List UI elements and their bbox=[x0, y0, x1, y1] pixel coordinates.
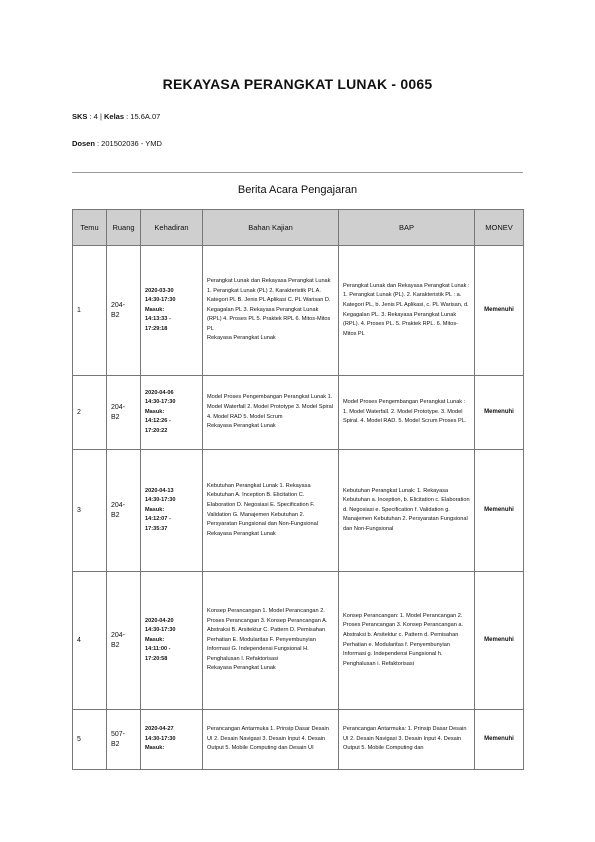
page-title: REKAYASA PERANGKAT LUNAK - 0065 bbox=[162, 76, 433, 92]
cell-monev: Memenuhi bbox=[475, 572, 524, 710]
cell-temu: 1 bbox=[73, 246, 107, 376]
bahan-kajian-course: Rekayasa Perangkat Lunak bbox=[207, 423, 276, 430]
course-info bbox=[72, 112, 160, 121]
sks-value: : 4 bbox=[89, 112, 98, 121]
cell-bap: Konsep Perancangan: 1. Model Perancangan 2. Proses Perancangan 3. Konsep Perancangan a. Abstraksi b. Arsitektur c. Pattern d. Pemisahan Perhatian e. Modularitas f. Penyembunyian Informasi g. Independensi Fungsional h. Penghalusan i. Refaktorisasi bbox=[339, 572, 475, 710]
table-row bbox=[73, 376, 524, 450]
cell-bap: Model Proses Pengembangan Perangkat Lunak : 1. Model Waterfall. 2. Model Prototype. 3. Model Spiral. 4. Model RAD. 5. Model Scrum Proses PL. bbox=[339, 376, 475, 450]
teaching-record-table bbox=[72, 209, 524, 770]
table-row bbox=[73, 246, 524, 376]
cell-monev: Memenuhi bbox=[475, 376, 524, 450]
table-row bbox=[73, 450, 524, 572]
divider bbox=[72, 172, 523, 173]
cell-bahan-kajian bbox=[203, 376, 339, 450]
kelas-value: : 15.6A.07 bbox=[126, 112, 161, 121]
dosen-label: Dosen bbox=[72, 139, 95, 148]
cell-monev: Memenuhi bbox=[475, 710, 524, 770]
bahan-kajian-text: Kebutuhan Perangkat Lunak 1. Rekayasa Kebutuhan A. Inception B. Elicitation C. Elaboration D. Negosiasi E. Specification F. Validation G. Manajemen Kebutuhan 2. Persyaratan Fungsional dan Non-Fungsional bbox=[207, 482, 319, 528]
cell-bap: Kebutuhan Perangkat Lunak: 1. Rekayasa Kebutuhan a. Inception, b. Elicitation c. Elaboration d. Negosiasi e. Specification f. Validation g. Manajemen Kebutuhan 2. Persyaratan Fungsional dan Non-Fungsional bbox=[339, 450, 475, 572]
header-bap: BAP bbox=[339, 210, 475, 246]
cell-bahan-kajian bbox=[203, 450, 339, 572]
header-temu: Temu bbox=[73, 210, 107, 246]
separator: | bbox=[99, 112, 102, 121]
cell-kehadiran: 2020-04-13 14:30-17:30 Masuk: 14:12:07 - 17:35:37 bbox=[141, 450, 203, 572]
header-kehadiran: Kehadiran bbox=[141, 210, 203, 246]
cell-bahan-kajian bbox=[203, 710, 339, 770]
table-row bbox=[73, 710, 524, 770]
section-title: Berita Acara Pengajaran bbox=[237, 184, 358, 196]
cell-ruang: 204- B2 bbox=[107, 572, 141, 710]
cell-monev: Memenuhi bbox=[475, 246, 524, 376]
cell-ruang: 204- B2 bbox=[107, 450, 141, 572]
kelas-label: Kelas bbox=[104, 112, 125, 121]
bahan-kajian-course: Rekayasa Perangkat Lunak bbox=[207, 530, 276, 537]
cell-ruang: 204- B2 bbox=[107, 246, 141, 376]
header-monev: MONEV bbox=[475, 210, 524, 246]
cell-temu: 5 bbox=[73, 710, 107, 770]
cell-temu: 2 bbox=[73, 376, 107, 450]
cell-kehadiran: 2020-03-30 14:30-17:30 Masuk: 14:13:33 - 17:29:18 bbox=[141, 246, 203, 376]
bahan-kajian-text: Perancangan Antarmuka 1. Prinsip Dasar Desain UI 2. Desain Navigasi 3. Desain Input 4. Desain Output 5. Mobile Computing dan Desain UI bbox=[207, 726, 329, 752]
bahan-kajian-text: Konsep Perancangan 1. Model Perancangan 2. Proses Perancangan 3. Konsep Perancangan A. Abstraksi B. Arsitektur C. Pattern D. Pemisahan Perhatian E. Modularitas F. Penyembunyian Informasi G. Independensi Fungsional H. Penghalusan I. Refaktorisasi bbox=[207, 607, 328, 662]
cell-bahan-kajian bbox=[203, 246, 339, 376]
cell-ruang: 204- B2 bbox=[107, 376, 141, 450]
cell-bahan-kajian bbox=[203, 572, 339, 710]
table-row bbox=[73, 572, 524, 710]
bahan-kajian-text: Model Proses Pengembangan Perangkat Lunak 1. Model Waterfall 2. Model Prototype 3. Model Spiral 4. Model RAD 5. Model Scrum bbox=[207, 394, 334, 420]
cell-kehadiran: 2020-04-06 14:30-17:30 Masuk: 14:12:26 - 17:20:22 bbox=[141, 376, 203, 450]
cell-monev: Memenuhi bbox=[475, 450, 524, 572]
dosen-value: : 201502036 - YMD bbox=[97, 139, 162, 148]
cell-ruang: 507- B2 bbox=[107, 710, 141, 770]
bahan-kajian-text: Perangkat Lunak dan Rekayasa Perangkat Lunak 1. Perangkat Lunak (PL) 2. Karakteristik PL A. Kategori PL B. Jenis PL Aplikasi C. PL Warisan D. Kegagalan PL 3. Rekayasa Perangkat Lunak (RPL) 4. Proses PL 5. Praktek RPL 6. Mitos-Mitos PL bbox=[207, 277, 331, 332]
table-header-row bbox=[73, 210, 524, 246]
cell-kehadiran: 2020-04-20 14:30-17:30 Masuk: 14:11:00 - 17:20:58 bbox=[141, 572, 203, 710]
header-ruang: Ruang bbox=[107, 210, 141, 246]
bahan-kajian-course: Rekayasa Perangkat Lunak bbox=[207, 335, 276, 342]
cell-bap: Perancangan Antarmuka: 1. Prinsip Dasar Desain UI 2. Desain Navigasi 3. Desain Input 4. Desain Output 5. Mobile Computing dan bbox=[339, 710, 475, 770]
lecturer-info bbox=[72, 139, 162, 148]
cell-kehadiran: 2020-04-27 14:30-17:30 Masuk: bbox=[141, 710, 203, 770]
header-bahan-kajian: Bahan Kajian bbox=[203, 210, 339, 246]
bahan-kajian-course: Rekayasa Perangkat Lunak bbox=[207, 665, 276, 672]
sks-label: SKS bbox=[72, 112, 88, 121]
cell-temu: 3 bbox=[73, 450, 107, 572]
cell-bap: Perangkat Lunak dan Rekayasa Perangkat Lunak : 1. Perangkat Lunak (PL). 2. Karakteristik PL : a. Kategori PL, b. Jenis PL Aplikasi, c. PL Warisan, d. Kegagalan PL. 3. Rekayasa Perangkat Lunak (RPL). 4. Proses PL. 5. Praktek RPL. 6. Mitos-Mitos PL bbox=[339, 246, 475, 376]
cell-temu: 4 bbox=[73, 572, 107, 710]
